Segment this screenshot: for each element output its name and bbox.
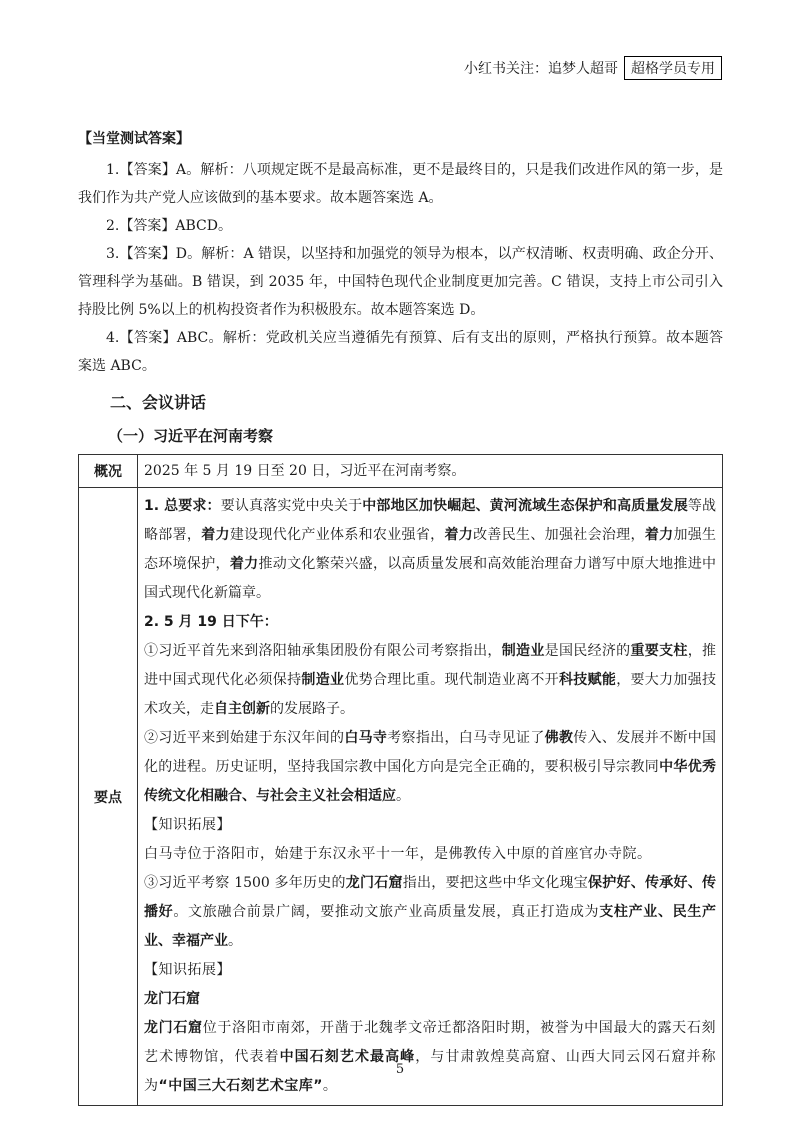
row-label-keypoints: 要点 [79,488,138,1106]
row-label-overview: 概况 [79,455,138,488]
longmen-description: 龙门石窟位于洛阳市南郊，开凿于北魏孝文帝迁都洛阳时期，被誉为中国最大的露天石刻艺术博物馆，代表着中国石刻艺术最高峰，与甘肃敦煌莫高窟、山西大同云冈石窟并称为“中国三大石刻艺术宝库”。 [144,1020,717,1094]
table-row [79,488,723,1106]
overview-text: 2025 年 5 月 19 日至 20 日，习近平在河南考察。 [144,463,466,479]
point-luoyang-bearing: ①习近平首先来到洛阳轴承集团股份有限公司考察指出，制造业是国民经济的重要支柱，推进中国式现代化必须保持制造业优势合理比重。现代制造业离不开科技赋能，要大力加强技术攻关，走自主创新的发展路子。 [144,643,717,717]
answer-item-3: 3.【答案】D。解析：A 错误，以坚持和加强党的领导为根本，以产权清晰、权责明确、政企分开、管理科学为基础。B 错误，到 2035 年，中国特色现代企业制度更加完善。C 错误，支持上市公司引入持股比例 5%以上的机构投资者作为积极股东。故本题答案选 D。 [78,246,723,318]
answer-item-4: 4.【答案】ABC。解析：党政机关应当遵循先有预算、后有支出的原则，严格执行预算。故本题答案选 ABC。 [78,330,723,374]
page-header [464,56,722,80]
longmen-heading: 龙门石窟 [144,991,200,1007]
knowledge-extension-title: 【知识拓展】 [144,817,231,833]
knowledge-extension-title: 【知识拓展】 [144,962,231,978]
date-subheading: 2. 5 月 19 日下午： [144,614,278,630]
answer-item-1: 1.【答案】A。解析：八项规定既不是最高标准，更不是最终目的，只是我们改进作风的第一步，是我们作为共产党人应该做到的基本要求。故本题答案选 A。 [78,162,723,206]
page-content [78,128,723,1106]
section-title: 二、会议讲话 [110,393,207,412]
knowledge-extension-text: 白马寺位于洛阳市，始建于东汉永平十一年，是佛教传入中原的首座官办寺院。 [144,846,652,862]
point-baima-temple: ②习近平来到始建于东汉年间的白马寺考察指出，白马寺见证了佛教传入、发展并不断中国化的进程。历史证明，坚持我国宗教中国化方向是完全正确的，要积极引导宗教同中华优秀传统文化相融合、与社会主义社会相适应。 [144,730,717,804]
answer-item-2: 2.【答案】ABCD。 [106,218,232,234]
header-tag: 超格学员专用 [624,56,722,80]
answers-title: 【当堂测试答案】 [78,131,190,147]
header-follow-text: 小红书关注：追梦人超哥 [464,61,618,77]
page-number: 5 [395,1062,405,1077]
content-table [78,454,723,1106]
point-longmen-grottoes: ③习近平考察 1500 多年历史的龙门石窟指出，要把这些中华文化瑰宝保护好、传承好、传播好。文旅融合前景广阔，要推动文旅产业高质量发展，真正打造成为支柱产业、民生产业、幸福产业。 [144,875,717,949]
overview-cell [138,455,723,488]
table-row [79,455,723,488]
keypoints-cell [138,488,723,1106]
subsection-title: （一）习近平在河南考察 [108,427,274,445]
general-requirement: 1. 总要求：要认真落实党中央关于中部地区加快崛起、黄河流域生态保护和高质量发展等战略部署，着力建设现代化产业体系和农业强省，着力改善民生、加强社会治理，着力加强生态环境保护，着力推动文化繁荣兴盛，以高质量发展和高效能治理奋力谱写中原大地推进中国式现代化新篇章。 [144,498,717,601]
